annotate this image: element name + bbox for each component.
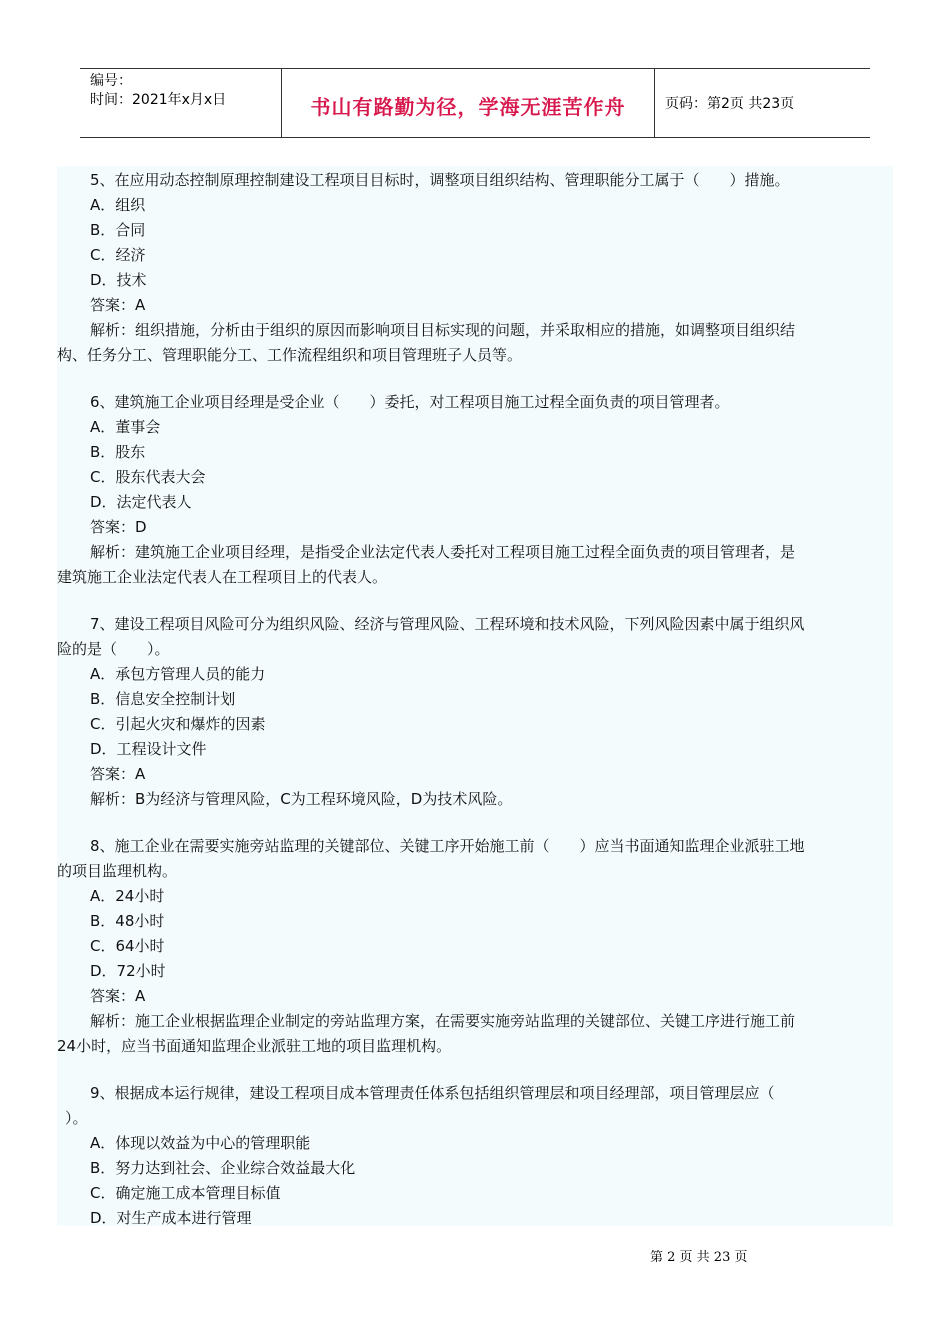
question-7-analysis: 解析：B为经济与管理风险，C为工程环境风险，D为技术风险。 (90, 790, 513, 808)
question-8-stem: 8、施工企业在需要实施旁站监理的关键部位、关键工序开始施工前（ ）应当书面通知监理企业派驻工地 (90, 837, 805, 855)
question-5-answer: 答案：A (90, 296, 146, 314)
question-7-stem-cont: 险的是（ ）。 (57, 640, 170, 658)
question-7-answer: 答案：A (90, 765, 146, 783)
question-8-stem-cont: 的项目监理机构。 (57, 862, 178, 880)
question-8-analysis: 解析：施工企业根据监理企业制定的旁站监理方案，在需要实施旁站监理的关键部位、关键工序进行施工前 (90, 1012, 796, 1030)
question-9-option-b: B．努力达到社会、企业综合效益最大化 (90, 1159, 356, 1177)
question-6-option-d: D．法定代表人 (90, 493, 192, 511)
question-5-option-a: A．组织 (90, 196, 146, 214)
question-content (57, 166, 893, 1226)
page-footer: 第 2 页 共 23 页 (650, 1250, 748, 1265)
question-8-answer: 答案：A (90, 987, 146, 1005)
question-8-option-a: A．24小时 (90, 887, 165, 905)
question-5-option-b: B．合同 (90, 221, 146, 239)
question-6-answer: 答案：D (90, 518, 147, 536)
question-5-stem: 5、在应用动态控制原理控制建设工程项目目标时，调整项目组织结构、管理职能分工属于（ ）措施。 (90, 171, 790, 189)
question-6-analysis-cont: 建筑施工企业法定代表人在工程项目上的代表人。 (57, 568, 388, 586)
question-6-option-c: C．股东代表大会 (90, 468, 206, 486)
question-5-option-d: D．技术 (90, 271, 147, 289)
header-divider (281, 69, 282, 137)
serial-label: 编号： (90, 73, 132, 89)
question-5-option-c: C．经济 (90, 246, 146, 264)
question-7-stem: 7、建设工程项目风险可分为组织风险、经济与管理风险、工程环境和技术风险，下列风险因素中属于组织风 (90, 615, 805, 633)
question-5-analysis: 解析：组织措施，分析由于组织的原因而影响项目目标实现的问题，并采取相应的措施，如调整项目组织结 (90, 321, 796, 339)
question-8-analysis-cont: 24小时，应当书面通知监理企业派驻工地的项目监理机构。 (57, 1037, 452, 1055)
question-8-option-b: B．48小时 (90, 912, 165, 930)
question-9-option-a: A．体现以效益为中心的管理职能 (90, 1134, 311, 1152)
page-header (80, 68, 870, 138)
question-8-option-d: D．72小时 (90, 962, 166, 980)
question-7-option-b: B．信息安全控制计划 (90, 690, 236, 708)
question-6-stem: 6、建筑施工企业项目经理是受企业（ ）委托，对工程项目施工过程全面负责的项目管理者。 (90, 393, 730, 411)
question-5-analysis-cont: 构、任务分工、管理职能分工、工作流程组织和项目管理班子人员等。 (57, 346, 523, 364)
question-9-stem-cont: ）。 (65, 1109, 88, 1127)
header-divider (654, 69, 655, 137)
question-6-option-a: A．董事会 (90, 418, 161, 436)
header-page-info: 页码：第2页 共23页 (665, 96, 795, 112)
question-6-option-b: B．股东 (90, 443, 146, 461)
question-7-option-a: A．承包方管理人员的能力 (90, 665, 266, 683)
question-8-option-c: C．64小时 (90, 937, 165, 955)
question-9-option-c: C．确定施工成本管理目标值 (90, 1184, 281, 1202)
question-7-option-d: D．工程设计文件 (90, 740, 207, 758)
question-9-stem: 9、根据成本运行规律，建设工程项目成本管理责任体系包括组织管理层和项目经理部，项目管理层应（ (90, 1084, 775, 1102)
header-motto: 书山有路勤为径，学海无涯苦作舟 (310, 95, 626, 119)
question-9-option-d: D．对生产成本进行管理 (90, 1209, 252, 1227)
question-7-option-c: C．引起火灾和爆炸的因素 (90, 715, 266, 733)
question-6-analysis: 解析：建筑施工企业项目经理，是指受企业法定代表人委托对工程项目施工过程全面负责的项目管理者，是 (90, 543, 796, 561)
header-meta (90, 72, 226, 110)
date-line: 时间：2021年x月x日 (90, 92, 227, 108)
